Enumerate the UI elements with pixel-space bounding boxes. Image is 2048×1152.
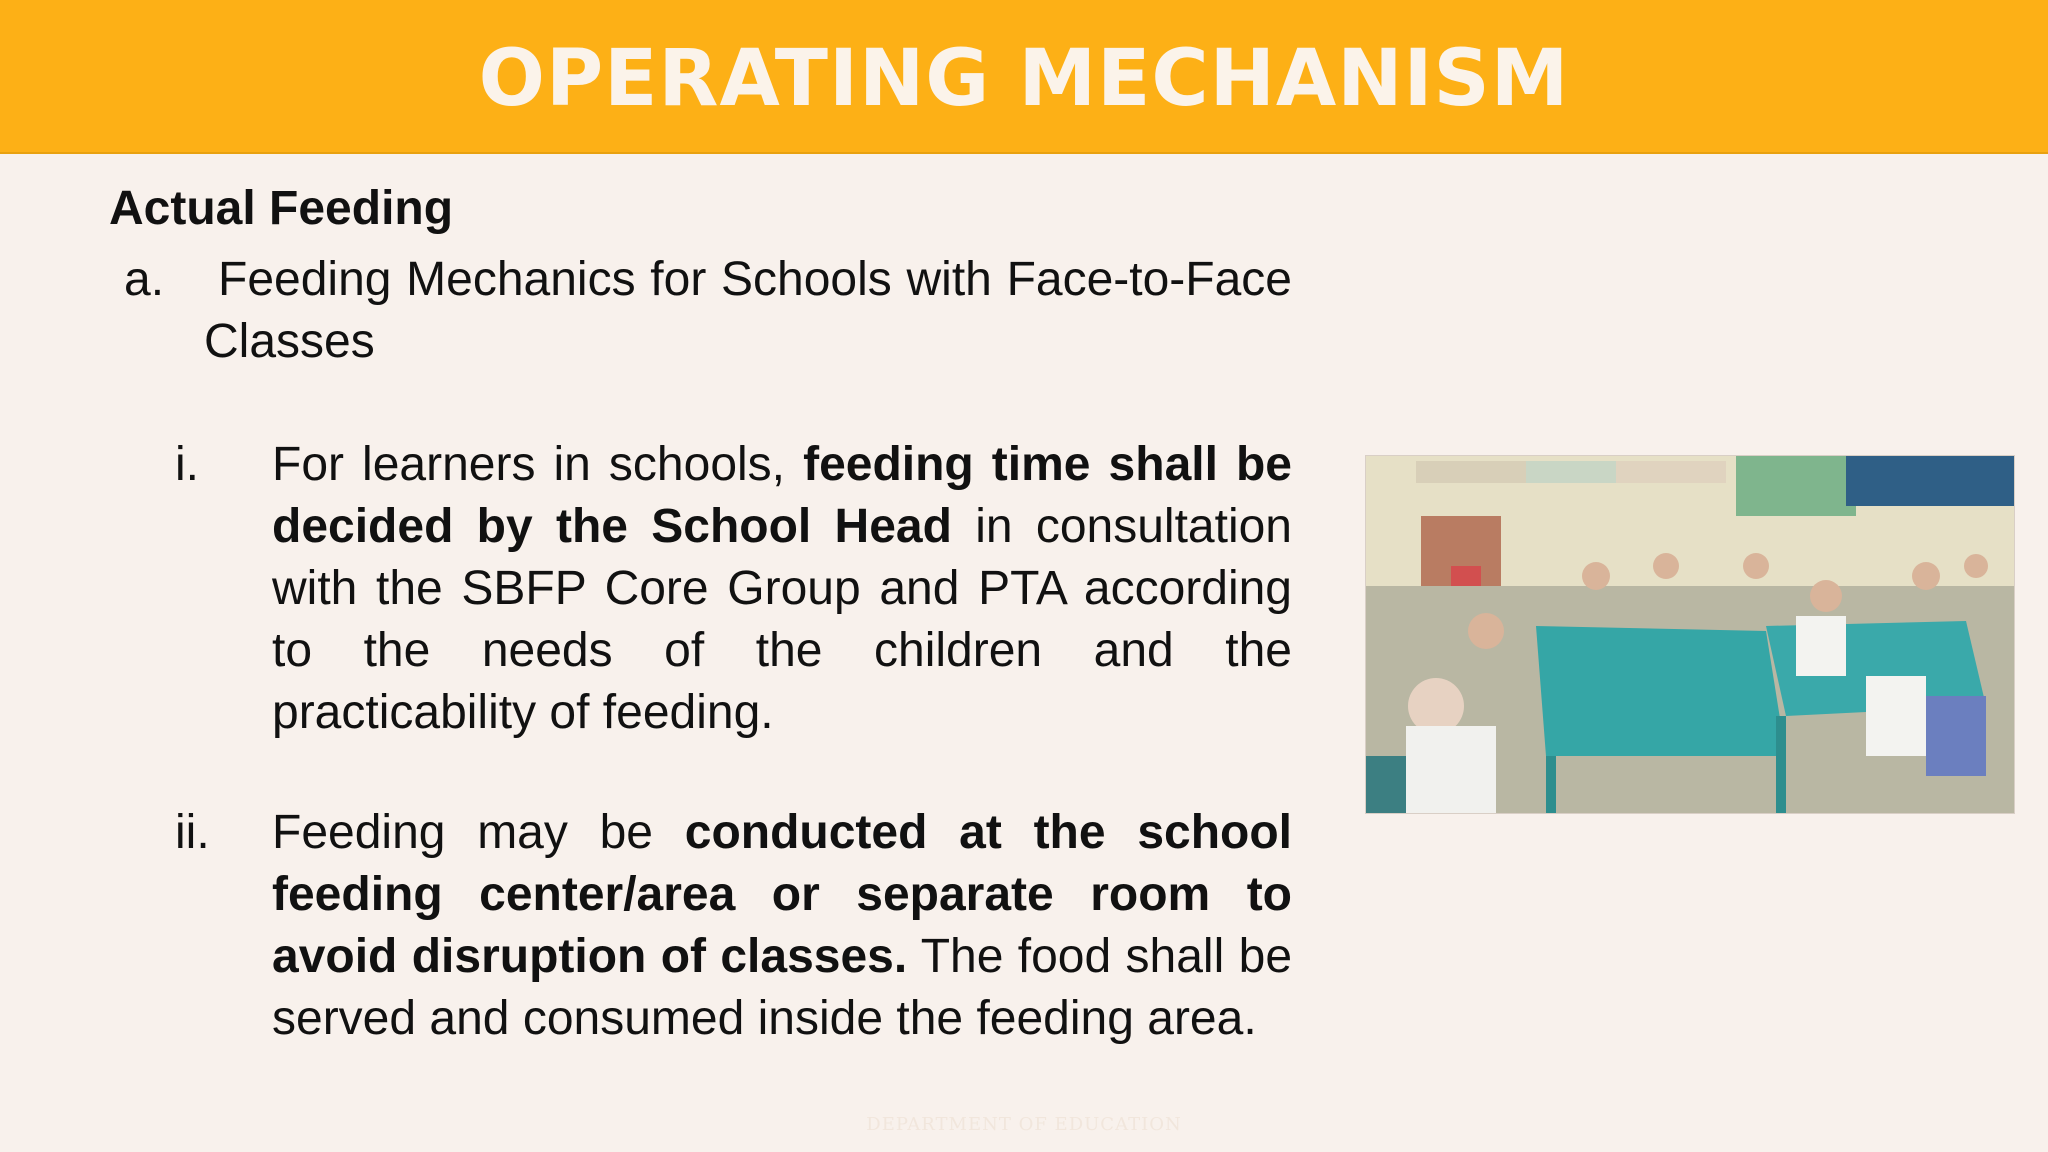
section-heading: Actual Feeding [109, 182, 454, 235]
slide-title: OPERATING MECHANISM [478, 34, 1570, 124]
sub-item-marker: a. [124, 253, 165, 306]
item-text-bold: conducted at the school feeding center/area or separate room to avoid disruption of classes. [272, 806, 1292, 983]
sub-item-text: Feeding Mechanics for Schools with Face-to-Face Classes [204, 253, 1292, 368]
title-banner [0, 0, 2048, 154]
classroom-feeding-photo [1365, 455, 2015, 814]
item-text-regular: The food shall be served and consumed inside the feeding area. [272, 930, 1293, 1045]
item-text-bold: feeding time shall be decided by the School Head [272, 438, 1293, 553]
footer-watermark: DEPARTMENT OF EDUCATION [866, 1114, 1182, 1135]
item-text-regular: Feeding may be [272, 806, 685, 859]
item-text-regular: in consultation with the SBFP Core Group and PTA according to the needs of the children and the practicability of feeding. [272, 500, 1292, 739]
item-text-regular: For learners in schools, [272, 438, 804, 491]
list-item [272, 802, 1292, 1050]
item-marker: i. [175, 438, 199, 491]
list-item [272, 434, 1292, 744]
item-marker: ii. [175, 806, 210, 859]
